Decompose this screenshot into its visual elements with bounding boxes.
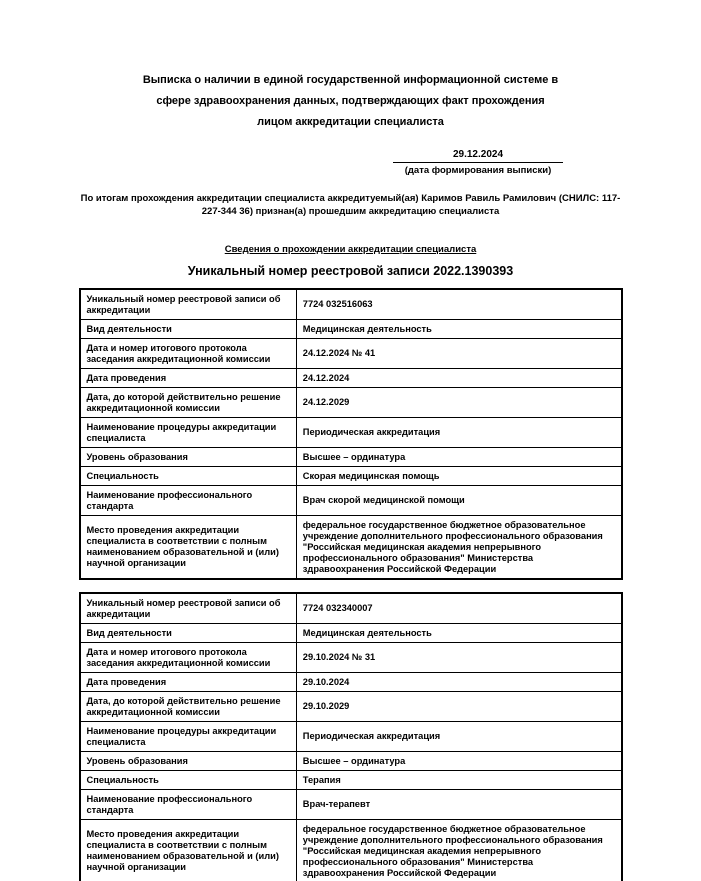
table-row	[80, 289, 622, 320]
accreditation-record-table-1	[79, 288, 623, 580]
table-row	[80, 790, 622, 820]
table-row	[80, 369, 622, 388]
row-value: Периодическая аккредитация	[296, 722, 621, 752]
row-value: Скорая медицинская помощь	[296, 467, 621, 486]
row-label: Дата и номер итогового протокола заседания аккредитационной комиссии	[80, 339, 297, 369]
row-value: Терапия	[296, 771, 621, 790]
row-value: федеральное государственное бюджетное образовательное учреждение дополнительного профессионального образования "Российская медицинская академия непрерывного профессионального образования" Министерства здравоохранения Российской Федерации	[296, 516, 621, 580]
row-value: 29.10.2029	[296, 692, 621, 722]
formation-date-block	[393, 149, 563, 176]
section-title: Сведения о прохождении аккредитации специалиста	[224, 244, 477, 255]
accreditation-records	[79, 288, 623, 881]
table-row	[80, 624, 622, 643]
accreditation-record-table-2	[79, 592, 623, 881]
row-label: Уровень образования	[80, 448, 297, 467]
row-value: Периодическая аккредитация	[296, 418, 621, 448]
formation-date: 29.12.2024	[393, 149, 563, 163]
table-row	[80, 643, 622, 673]
table-row	[80, 752, 622, 771]
registry-record-number: Уникальный номер реестровой записи 2022.1390393	[187, 264, 514, 278]
row-label: Вид деятельности	[80, 624, 297, 643]
table-row	[80, 771, 622, 790]
table-row	[80, 486, 622, 516]
row-value: Медицинская деятельность	[296, 624, 621, 643]
row-label: Уровень образования	[80, 752, 297, 771]
table-row	[80, 692, 622, 722]
table-row	[80, 418, 622, 448]
table-row	[80, 820, 622, 881]
row-label: Дата и номер итогового протокола заседания аккредитационной комиссии	[80, 643, 297, 673]
row-label: Дата проведения	[80, 673, 297, 692]
table-row	[80, 388, 622, 418]
table-row	[80, 673, 622, 692]
row-value: 24.12.2024 № 41	[296, 339, 621, 369]
row-value: 24.12.2024	[296, 369, 621, 388]
row-label: Уникальный номер реестровой записи об аккредитации	[80, 593, 297, 624]
row-value: 29.10.2024 № 31	[296, 643, 621, 673]
table-row	[80, 722, 622, 752]
row-value: федеральное государственное бюджетное образовательное учреждение дополнительного профессионального образования "Российская медицинская академия непрерывного профессионального образования" Министерства здравоохранения Российской Федерации	[296, 820, 621, 881]
row-label: Место проведения аккредитации специалиста в соответствии с полным наименованием образовательной и (или) научной организации	[80, 820, 297, 881]
row-value: Высшее – ординатура	[296, 448, 621, 467]
row-value: Врач скорой медицинской помощи	[296, 486, 621, 516]
table-row	[80, 593, 622, 624]
row-label: Уникальный номер реестровой записи об аккредитации	[80, 289, 297, 320]
row-label: Специальность	[80, 467, 297, 486]
table-row	[80, 448, 622, 467]
table-row	[80, 516, 622, 580]
row-value: Врач-терапевт	[296, 790, 621, 820]
formation-date-caption: (дата формирования выписки)	[404, 165, 552, 176]
table-row	[80, 339, 622, 369]
row-label: Наименование профессионального стандарта	[80, 790, 297, 820]
table-row	[80, 320, 622, 339]
row-label: Дата, до которой действительно решение аккредитационной комиссии	[80, 692, 297, 722]
accreditation-result-text: По итогам прохождения аккредитации специалиста аккредитуемый(ая) Каримов Равиль Рамилович (СНИЛС: 117-227-344 36) признан(а) прошедшим аккредитацию специалиста	[80, 193, 621, 217]
row-value: 29.10.2024	[296, 673, 621, 692]
row-label: Наименование процедуры аккредитации специалиста	[80, 418, 297, 448]
row-label: Дата, до которой действительно решение аккредитационной комиссии	[80, 388, 297, 418]
document-title: Выписка о наличии в единой государственной информационной системе в сфере здравоохранения данных, подтверждающих факт прохождения лицом аккредитации специалиста	[142, 74, 559, 128]
row-label: Наименование профессионального стандарта	[80, 486, 297, 516]
row-value: Высшее – ординатура	[296, 752, 621, 771]
table-row	[80, 467, 622, 486]
row-label: Специальность	[80, 771, 297, 790]
row-label: Дата проведения	[80, 369, 297, 388]
row-value: 7724 032516063	[296, 289, 621, 320]
row-label: Наименование процедуры аккредитации специалиста	[80, 722, 297, 752]
row-value: 24.12.2029	[296, 388, 621, 418]
row-value: Медицинская деятельность	[296, 320, 621, 339]
row-label: Место проведения аккредитации специалиста в соответствии с полным наименованием образовательной и (или) научной организации	[80, 516, 297, 580]
row-value: 7724 032340007	[296, 593, 621, 624]
row-label: Вид деятельности	[80, 320, 297, 339]
